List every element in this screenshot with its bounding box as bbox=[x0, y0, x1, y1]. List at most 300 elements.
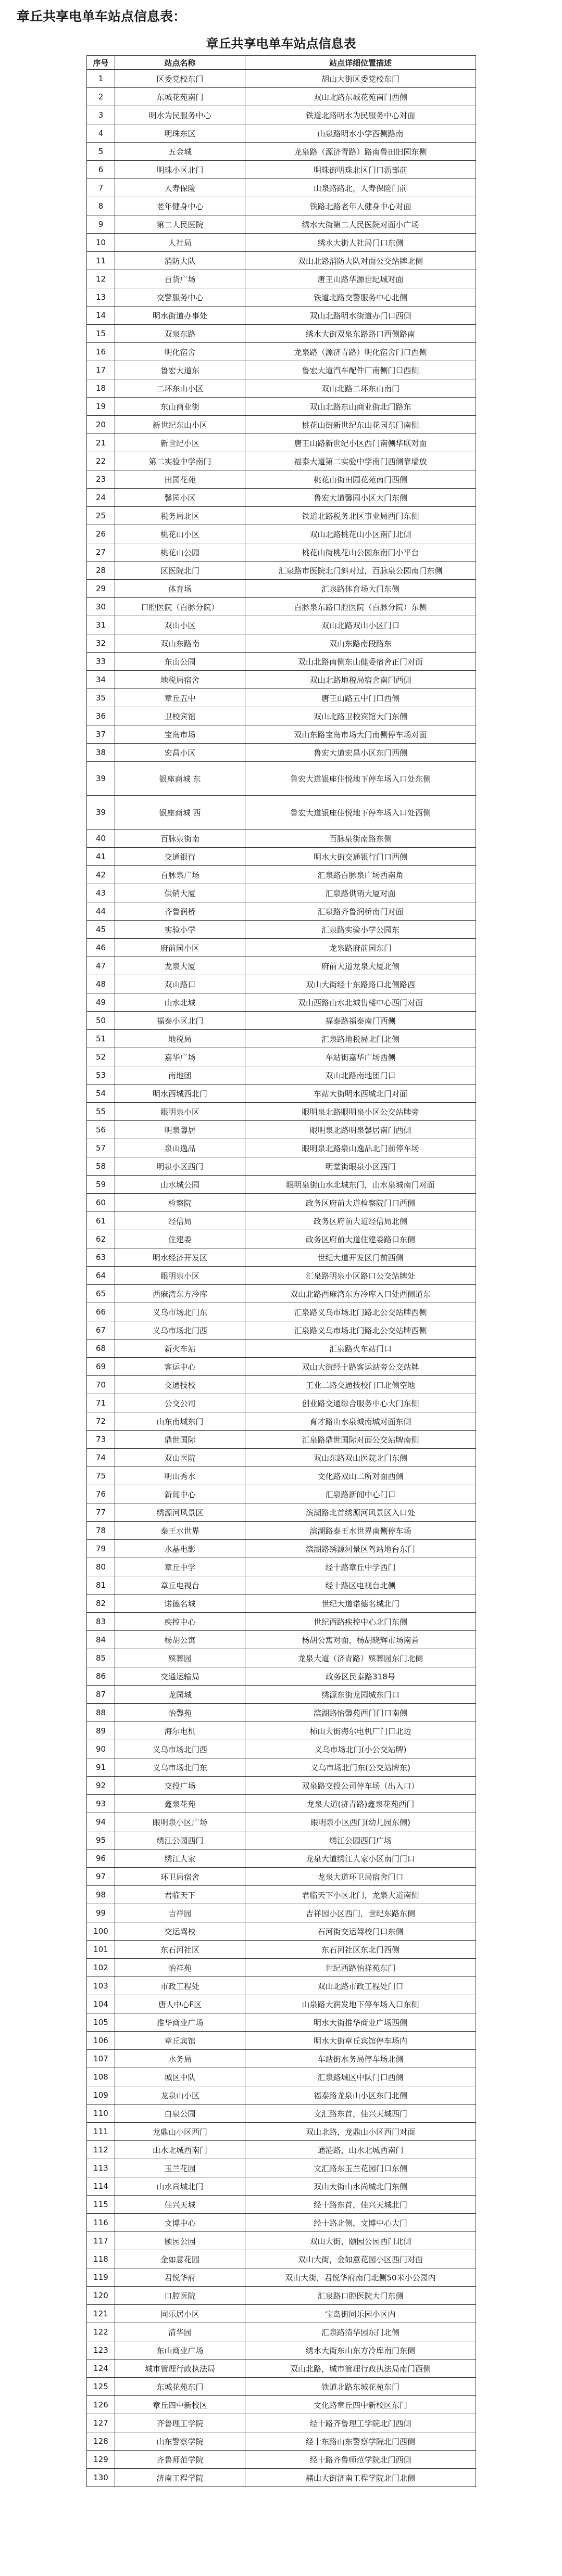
table-row bbox=[87, 1194, 476, 1212]
table-row bbox=[87, 325, 476, 343]
station-location: 龙泉路（源济青路）明化宿舍门口西侧 bbox=[245, 343, 476, 361]
table-row bbox=[87, 398, 476, 416]
station-name: 眼明泉小区 bbox=[115, 1267, 245, 1285]
table-row bbox=[87, 2341, 476, 2360]
table-header-row bbox=[87, 56, 476, 70]
station-location: 桃花山街新世纪东山花园东门南侧 bbox=[245, 416, 476, 434]
row-index: 109 bbox=[87, 2086, 115, 2105]
station-location: 双山北路卫校宾馆大门东侧 bbox=[245, 707, 476, 725]
table-row bbox=[87, 616, 476, 634]
table-row bbox=[87, 653, 476, 671]
station-name: 眼明泉小区广场 bbox=[115, 1813, 245, 1831]
table-row bbox=[87, 1558, 476, 1576]
station-name: 章丘中学 bbox=[115, 1558, 245, 1576]
table-row bbox=[87, 1795, 476, 1813]
station-name: 金如意花园 bbox=[115, 2250, 245, 2268]
station-name: 吉祥园 bbox=[115, 1904, 245, 1922]
row-index: 40 bbox=[87, 830, 115, 848]
station-location: 双山北路消防大队对面公交站牌北侧 bbox=[245, 252, 476, 270]
row-index: 100 bbox=[87, 1922, 115, 1941]
station-location: 明水大街交通银行门口西侧 bbox=[245, 848, 476, 866]
row-index: 29 bbox=[87, 580, 115, 598]
table-row bbox=[87, 762, 476, 796]
station-location: 龙泉大道(济青路)鑫泉花苑西门 bbox=[245, 1795, 476, 1813]
station-location: 经十路东首，佳兴天城北门 bbox=[245, 2196, 476, 2214]
row-index: 114 bbox=[87, 2177, 115, 2196]
station-name: 老年健身中心 bbox=[115, 197, 245, 215]
station-location: 滨湖路泰王水世界南侧停车场 bbox=[245, 1522, 476, 1540]
station-location: 双山北路明水街道办门口西侧 bbox=[245, 307, 476, 325]
row-index: 75 bbox=[87, 1467, 115, 1485]
row-index: 116 bbox=[87, 2214, 115, 2232]
row-index: 17 bbox=[87, 361, 115, 379]
table-row bbox=[87, 270, 476, 288]
table-row bbox=[87, 343, 476, 361]
station-location: 铁道北路明水为民服务中心对面 bbox=[245, 106, 476, 124]
station-location: 赭山大街济南工程学院北门北侧 bbox=[245, 2469, 476, 2487]
table-row bbox=[87, 1340, 476, 1358]
table-row bbox=[87, 744, 476, 762]
station-name: 银座商城 东 bbox=[115, 762, 245, 796]
row-index: 52 bbox=[87, 1048, 115, 1066]
station-name: 交警服务中心 bbox=[115, 288, 245, 307]
table-row bbox=[87, 143, 476, 161]
station-location: 双山北路双山小区门口 bbox=[245, 616, 476, 634]
station-name: 环卫局宿舍 bbox=[115, 1868, 245, 1886]
station-name: 泰王水世界 bbox=[115, 1522, 245, 1540]
table-row bbox=[87, 2414, 476, 2432]
row-index: 79 bbox=[87, 1540, 115, 1558]
station-name: 双山路口 bbox=[115, 975, 245, 993]
station-location: 鲁宏大道银座佳悦地下停车场入口处东侧 bbox=[245, 762, 476, 796]
station-location: 明水大街推华商业广场西侧 bbox=[245, 2013, 476, 2032]
station-location: 绣水大街东山东方冷库南门东侧 bbox=[245, 2341, 476, 2360]
station-location: 经十路北侧，文博中心大门 bbox=[245, 2214, 476, 2232]
row-index: 78 bbox=[87, 1522, 115, 1540]
table-row bbox=[87, 197, 476, 215]
row-index: 93 bbox=[87, 1795, 115, 1813]
table-row bbox=[87, 2013, 476, 2032]
station-name: 章丘四中新校区 bbox=[115, 2396, 245, 2414]
station-location: 铁道北路税务北区事业局西门东侧 bbox=[245, 507, 476, 525]
station-location: 汇泉路火车站门口 bbox=[245, 1340, 476, 1358]
table-row bbox=[87, 1977, 476, 1995]
row-index: 124 bbox=[87, 2360, 115, 2378]
row-index: 58 bbox=[87, 1157, 115, 1176]
station-location: 义乌市场北门(小公交站牌) bbox=[245, 1740, 476, 1758]
station-location: 吉祥园小区西门，世纪东路东侧 bbox=[245, 1904, 476, 1922]
table-row bbox=[87, 1358, 476, 1376]
station-name: 南地团 bbox=[115, 1066, 245, 1085]
station-name: 交投广场 bbox=[115, 1777, 245, 1795]
table-row bbox=[87, 1740, 476, 1758]
station-name: 龙泉大厦 bbox=[115, 957, 245, 975]
row-index: 101 bbox=[87, 1941, 115, 1959]
table-row bbox=[87, 1285, 476, 1303]
station-location: 鲁宏大道宏昌小区东门西侧 bbox=[245, 744, 476, 762]
station-name: 地税局宿舍 bbox=[115, 671, 245, 689]
station-name: 明水西城西北门 bbox=[115, 1085, 245, 1103]
station-location: 政务区府前大道住建委路口东侧 bbox=[245, 1230, 476, 1248]
table-row bbox=[87, 598, 476, 616]
station-name: 区委党校东门 bbox=[115, 70, 245, 88]
table-row bbox=[87, 416, 476, 434]
station-name: 客运中心 bbox=[115, 1358, 245, 1376]
row-index: 63 bbox=[87, 1248, 115, 1267]
station-location: 汇泉路义乌市场北门路北公交站牌西侧 bbox=[245, 1321, 476, 1340]
table-row bbox=[87, 939, 476, 957]
row-index: 77 bbox=[87, 1503, 115, 1522]
station-name: 明珠小区北门 bbox=[115, 161, 245, 179]
station-name: 明水经济开发区 bbox=[115, 1248, 245, 1267]
row-index: 108 bbox=[87, 2068, 115, 2086]
station-name: 福泰小区北门 bbox=[115, 1012, 245, 1030]
row-index: 90 bbox=[87, 1740, 115, 1758]
row-index: 83 bbox=[87, 1613, 115, 1631]
station-name: 明山秀水 bbox=[115, 1467, 245, 1485]
table-row bbox=[87, 1248, 476, 1267]
row-index: 97 bbox=[87, 1868, 115, 1886]
row-index: 113 bbox=[87, 2159, 115, 2177]
station-location: 双山北路南侧东山健委宿舍正门对面 bbox=[245, 653, 476, 671]
table-row bbox=[87, 1321, 476, 1340]
station-name: 口腔医院 bbox=[115, 2287, 245, 2305]
table-row bbox=[87, 957, 476, 975]
table-row bbox=[87, 2068, 476, 2086]
station-location: 汇泉路口腔医院大门东侧 bbox=[245, 2287, 476, 2305]
table-row bbox=[87, 2469, 476, 2487]
row-index: 21 bbox=[87, 434, 115, 452]
row-index: 106 bbox=[87, 2032, 115, 2050]
table-row bbox=[87, 252, 476, 270]
row-index: 128 bbox=[87, 2432, 115, 2451]
row-index: 88 bbox=[87, 1704, 115, 1722]
row-index: 34 bbox=[87, 671, 115, 689]
station-name: 龙鼎山小区西门 bbox=[115, 2123, 245, 2141]
station-location: 文化路章丘四中新校区东门 bbox=[245, 2396, 476, 2414]
row-index: 45 bbox=[87, 921, 115, 939]
station-name: 双泉东路 bbox=[115, 325, 245, 343]
station-location: 政务区民泰路318号 bbox=[245, 1667, 476, 1686]
station-name: 新世纪东山小区 bbox=[115, 416, 245, 434]
station-location: 车站街嘉华广场西侧 bbox=[245, 1048, 476, 1066]
station-name: 海尔电机 bbox=[115, 1722, 245, 1740]
station-name: 东山商业街 bbox=[115, 398, 245, 416]
table-row bbox=[87, 1595, 476, 1613]
station-name: 体育场 bbox=[115, 580, 245, 598]
table-row bbox=[87, 1030, 476, 1048]
station-name: 东城花苑南门 bbox=[115, 88, 245, 106]
station-name: 绣江公园西门 bbox=[115, 1831, 245, 1850]
row-index: 68 bbox=[87, 1340, 115, 1358]
station-name: 府前园小区 bbox=[115, 939, 245, 957]
table-row bbox=[87, 70, 476, 88]
station-location: 唐王山路五中门口西侧 bbox=[245, 689, 476, 707]
station-location: 双山东路南段路东 bbox=[245, 634, 476, 653]
station-location: 鲁宏大道馨园小区大门东侧 bbox=[245, 489, 476, 507]
station-location: 山泉路明水小学西侧路南 bbox=[245, 124, 476, 143]
station-name: 龙园城 bbox=[115, 1686, 245, 1704]
table-row bbox=[87, 1995, 476, 2013]
station-location: 汇泉路鼎世国际对面公交站牌南侧 bbox=[245, 1431, 476, 1449]
row-index: 111 bbox=[87, 2123, 115, 2141]
row-index: 115 bbox=[87, 2196, 115, 2214]
row-index: 13 bbox=[87, 288, 115, 307]
station-name: 玉兰花园 bbox=[115, 2159, 245, 2177]
row-index: 130 bbox=[87, 2469, 115, 2487]
station-location: 汇泉路清华园东门北侧 bbox=[245, 2323, 476, 2341]
row-index: 94 bbox=[87, 1813, 115, 1831]
table-row bbox=[87, 2305, 476, 2323]
table-row bbox=[87, 1176, 476, 1194]
station-location: 福泰大道第二实验中学南门西侧靠墙放 bbox=[245, 452, 476, 470]
station-name: 水晶电影 bbox=[115, 1540, 245, 1558]
station-location: 双山大街经十路客运站旁公交站牌 bbox=[245, 1358, 476, 1376]
row-index: 118 bbox=[87, 2250, 115, 2268]
row-index: 39 bbox=[87, 796, 115, 830]
station-name: 人社局 bbox=[115, 234, 245, 252]
table-row bbox=[87, 1303, 476, 1321]
table-row bbox=[87, 2123, 476, 2141]
row-index: 1 bbox=[87, 70, 115, 88]
station-location: 柿山大街海尔电机厂门口北边 bbox=[245, 1722, 476, 1740]
station-location: 桃花山街桃花山公园东南门小平台 bbox=[245, 543, 476, 562]
station-location: 眼明泉北路泉山逸品北门前停车场 bbox=[245, 1139, 476, 1157]
row-index: 31 bbox=[87, 616, 115, 634]
row-index: 12 bbox=[87, 270, 115, 288]
station-location: 福泰路福泰南门西侧 bbox=[245, 1012, 476, 1030]
station-name: 百脉泉广场 bbox=[115, 866, 245, 884]
table-row bbox=[87, 707, 476, 725]
table-row bbox=[87, 106, 476, 124]
station-location: 世纪西路怡祥苑东门 bbox=[245, 1959, 476, 1977]
table-row bbox=[87, 507, 476, 525]
station-name: 人寿保险 bbox=[115, 179, 245, 197]
table-row bbox=[87, 1777, 476, 1795]
station-name: 绣源河风景区 bbox=[115, 1503, 245, 1522]
station-location: 双山北路地税局宿舍南门西侧 bbox=[245, 671, 476, 689]
station-location: 车站大街明水西城北门对面 bbox=[245, 1085, 476, 1103]
row-index: 50 bbox=[87, 1012, 115, 1030]
row-index: 26 bbox=[87, 525, 115, 543]
row-index: 73 bbox=[87, 1431, 115, 1449]
table-row bbox=[87, 2105, 476, 2123]
row-index: 112 bbox=[87, 2141, 115, 2159]
station-location: 双山东路宝岛市场大门南侧停车场对面 bbox=[245, 725, 476, 744]
row-index: 102 bbox=[87, 1959, 115, 1977]
station-name: 新闻中心 bbox=[115, 1485, 245, 1503]
table-row bbox=[87, 866, 476, 884]
station-name: 齐鲁师范学院 bbox=[115, 2451, 245, 2469]
station-location: 龙泉路（源济青路）路南鲁田旧园东侧 bbox=[245, 143, 476, 161]
station-name: 清华园 bbox=[115, 2323, 245, 2341]
station-name: 鲁宏大道东 bbox=[115, 361, 245, 379]
row-index: 81 bbox=[87, 1576, 115, 1595]
row-index: 61 bbox=[87, 1212, 115, 1230]
row-index: 59 bbox=[87, 1176, 115, 1194]
station-location: 车站街水务局停车场北侧 bbox=[245, 2050, 476, 2068]
station-location: 桃花山街田园花苑南门西侧 bbox=[245, 470, 476, 489]
table-row bbox=[87, 88, 476, 106]
station-location: 双山大街，金如意花园小区西门对面 bbox=[245, 2250, 476, 2268]
station-name: 龙泉山小区 bbox=[115, 2086, 245, 2105]
station-location: 双山大街经十东路路口北侧路西 bbox=[245, 975, 476, 993]
table-row bbox=[87, 2050, 476, 2068]
row-index: 4 bbox=[87, 124, 115, 143]
table-row bbox=[87, 921, 476, 939]
station-name: 颐园公园 bbox=[115, 2232, 245, 2250]
station-name: 疾控中心 bbox=[115, 1613, 245, 1631]
table-row bbox=[87, 1485, 476, 1503]
station-name: 区医院北门 bbox=[115, 562, 245, 580]
table-row bbox=[87, 1904, 476, 1922]
table-row bbox=[87, 884, 476, 902]
row-index: 51 bbox=[87, 1030, 115, 1048]
station-location: 唐王山路新世纪小区西门南侧华联对面 bbox=[245, 434, 476, 452]
station-name: 泉山逸品 bbox=[115, 1139, 245, 1157]
station-name: 明泉馨居 bbox=[115, 1121, 245, 1139]
station-name: 章丘五中 bbox=[115, 689, 245, 707]
row-index: 76 bbox=[87, 1485, 115, 1503]
station-name: 双山小区 bbox=[115, 616, 245, 634]
table-row bbox=[87, 1576, 476, 1595]
row-index: 99 bbox=[87, 1904, 115, 1922]
table-row bbox=[87, 1831, 476, 1850]
row-index: 117 bbox=[87, 2232, 115, 2250]
station-name: 第二人民医院 bbox=[115, 215, 245, 234]
row-index: 57 bbox=[87, 1139, 115, 1157]
station-name: 鑫泉花苑 bbox=[115, 1795, 245, 1813]
row-index: 5 bbox=[87, 143, 115, 161]
row-index: 122 bbox=[87, 2323, 115, 2341]
row-index: 30 bbox=[87, 598, 115, 616]
station-location: 杨胡公寓对面，杨胡晓辉市场南首 bbox=[245, 1631, 476, 1649]
station-location: 世纪西路疾控中心北门东侧 bbox=[245, 1613, 476, 1631]
row-index: 3 bbox=[87, 106, 115, 124]
station-name: 山东南城东门 bbox=[115, 1412, 245, 1431]
table-row bbox=[87, 2451, 476, 2469]
row-index: 53 bbox=[87, 1066, 115, 1085]
station-name: 白泉公园 bbox=[115, 2105, 245, 2123]
table-row bbox=[87, 1121, 476, 1139]
station-location: 君临天下小区北门，龙泉大道南侧 bbox=[245, 1886, 476, 1904]
table-row bbox=[87, 2268, 476, 2287]
station-name: 交通银行 bbox=[115, 848, 245, 866]
row-index: 126 bbox=[87, 2396, 115, 2414]
station-name: 五金城 bbox=[115, 143, 245, 161]
station-name: 桃花山小区 bbox=[115, 525, 245, 543]
table-row bbox=[87, 1048, 476, 1066]
station-location: 经十路齐鲁理工学院北门西侧 bbox=[245, 2414, 476, 2432]
table-row bbox=[87, 2232, 476, 2250]
row-index: 120 bbox=[87, 2287, 115, 2305]
station-name: 文博中心 bbox=[115, 2214, 245, 2232]
station-location: 绣江公园西门广场 bbox=[245, 1831, 476, 1850]
table-row bbox=[87, 2159, 476, 2177]
station-name: 百货广场 bbox=[115, 270, 245, 288]
row-index: 74 bbox=[87, 1449, 115, 1467]
row-index: 38 bbox=[87, 744, 115, 762]
table-row bbox=[87, 1412, 476, 1431]
table-row bbox=[87, 1085, 476, 1103]
station-name: 公交公司 bbox=[115, 1394, 245, 1412]
station-location: 双山大街，颐园公园西门北侧 bbox=[245, 2232, 476, 2250]
row-index: 127 bbox=[87, 2414, 115, 2432]
table-row bbox=[87, 1449, 476, 1467]
station-name: 宝岛市场 bbox=[115, 725, 245, 744]
table-row bbox=[87, 1922, 476, 1941]
station-name: 义乌市场北门东 bbox=[115, 1758, 245, 1777]
station-name: 检察院 bbox=[115, 1194, 245, 1212]
station-location: 汇泉路齐鲁润桥南门对面 bbox=[245, 902, 476, 921]
row-index: 95 bbox=[87, 1831, 115, 1850]
station-location: 工业二路交通技校门口北侧空地 bbox=[245, 1376, 476, 1394]
row-index: 121 bbox=[87, 2305, 115, 2323]
table-row bbox=[87, 234, 476, 252]
station-location: 通港路，山水北城西南门 bbox=[245, 2141, 476, 2159]
station-name: 交运驾校 bbox=[115, 1922, 245, 1941]
station-location: 汇泉路城区中队门口西侧 bbox=[245, 2068, 476, 2086]
station-name: 诺德名城 bbox=[115, 1595, 245, 1613]
row-index: 18 bbox=[87, 379, 115, 398]
table-row bbox=[87, 2196, 476, 2214]
station-name: 明泉小区西门 bbox=[115, 1157, 245, 1176]
station-name: 明珠东区 bbox=[115, 124, 245, 143]
station-name: 齐鲁润桥 bbox=[115, 902, 245, 921]
table-row bbox=[87, 1012, 476, 1030]
station-location: 世纪大道开发区门前西侧 bbox=[245, 1248, 476, 1267]
station-name: 济南工程学院 bbox=[115, 2469, 245, 2487]
station-location: 眼明泉北路眼明泉小区公交站牌旁 bbox=[245, 1103, 476, 1121]
row-index: 42 bbox=[87, 866, 115, 884]
station-name: 章丘电视台 bbox=[115, 1576, 245, 1595]
station-name: 佳兴天城 bbox=[115, 2196, 245, 2214]
table-row bbox=[87, 725, 476, 744]
row-index: 35 bbox=[87, 689, 115, 707]
station-location: 育才路山水泉城南城对面东侧 bbox=[245, 1412, 476, 1431]
table-row bbox=[87, 179, 476, 197]
row-index: 46 bbox=[87, 939, 115, 957]
station-location: 双山北路西麻湾东方冷库入口处西侧道东 bbox=[245, 1285, 476, 1303]
station-location: 府前大道龙泉大厦北侧 bbox=[245, 957, 476, 975]
row-index: 33 bbox=[87, 653, 115, 671]
station-name: 怡祥苑 bbox=[115, 1959, 245, 1977]
station-table bbox=[86, 55, 476, 2487]
table-row bbox=[87, 848, 476, 866]
table-row bbox=[87, 1376, 476, 1394]
table-row bbox=[87, 1212, 476, 1230]
station-location: 双山北路东山商业街北门路东 bbox=[245, 398, 476, 416]
station-location: 世纪大道诺德名城北门 bbox=[245, 1595, 476, 1613]
station-name: 二环东山小区 bbox=[115, 379, 245, 398]
table-row bbox=[87, 671, 476, 689]
row-index: 110 bbox=[87, 2105, 115, 2123]
station-location: 福泰路龙泉山小区东门北侧 bbox=[245, 2086, 476, 2105]
row-index: 25 bbox=[87, 507, 115, 525]
station-location: 绣水大街双泉东路路口西侧路南 bbox=[245, 325, 476, 343]
row-index: 7 bbox=[87, 179, 115, 197]
station-location: 双山北路东城花苑南门西侧 bbox=[245, 88, 476, 106]
station-location: 政务区府前大道检察院门口西侧 bbox=[245, 1194, 476, 1212]
station-name: 章丘宾馆 bbox=[115, 2032, 245, 2050]
station-location: 铁路北路老年人健身中心对面 bbox=[245, 197, 476, 215]
station-location: 经十路区电视台北侧 bbox=[245, 1576, 476, 1595]
row-index: 49 bbox=[87, 993, 115, 1012]
station-name: 银座商城 西 bbox=[115, 796, 245, 830]
station-name: 供销大厦 bbox=[115, 884, 245, 902]
table-row bbox=[87, 2378, 476, 2396]
station-location: 双山大街，君悦华府南门北侧50米小公园内 bbox=[245, 2268, 476, 2287]
